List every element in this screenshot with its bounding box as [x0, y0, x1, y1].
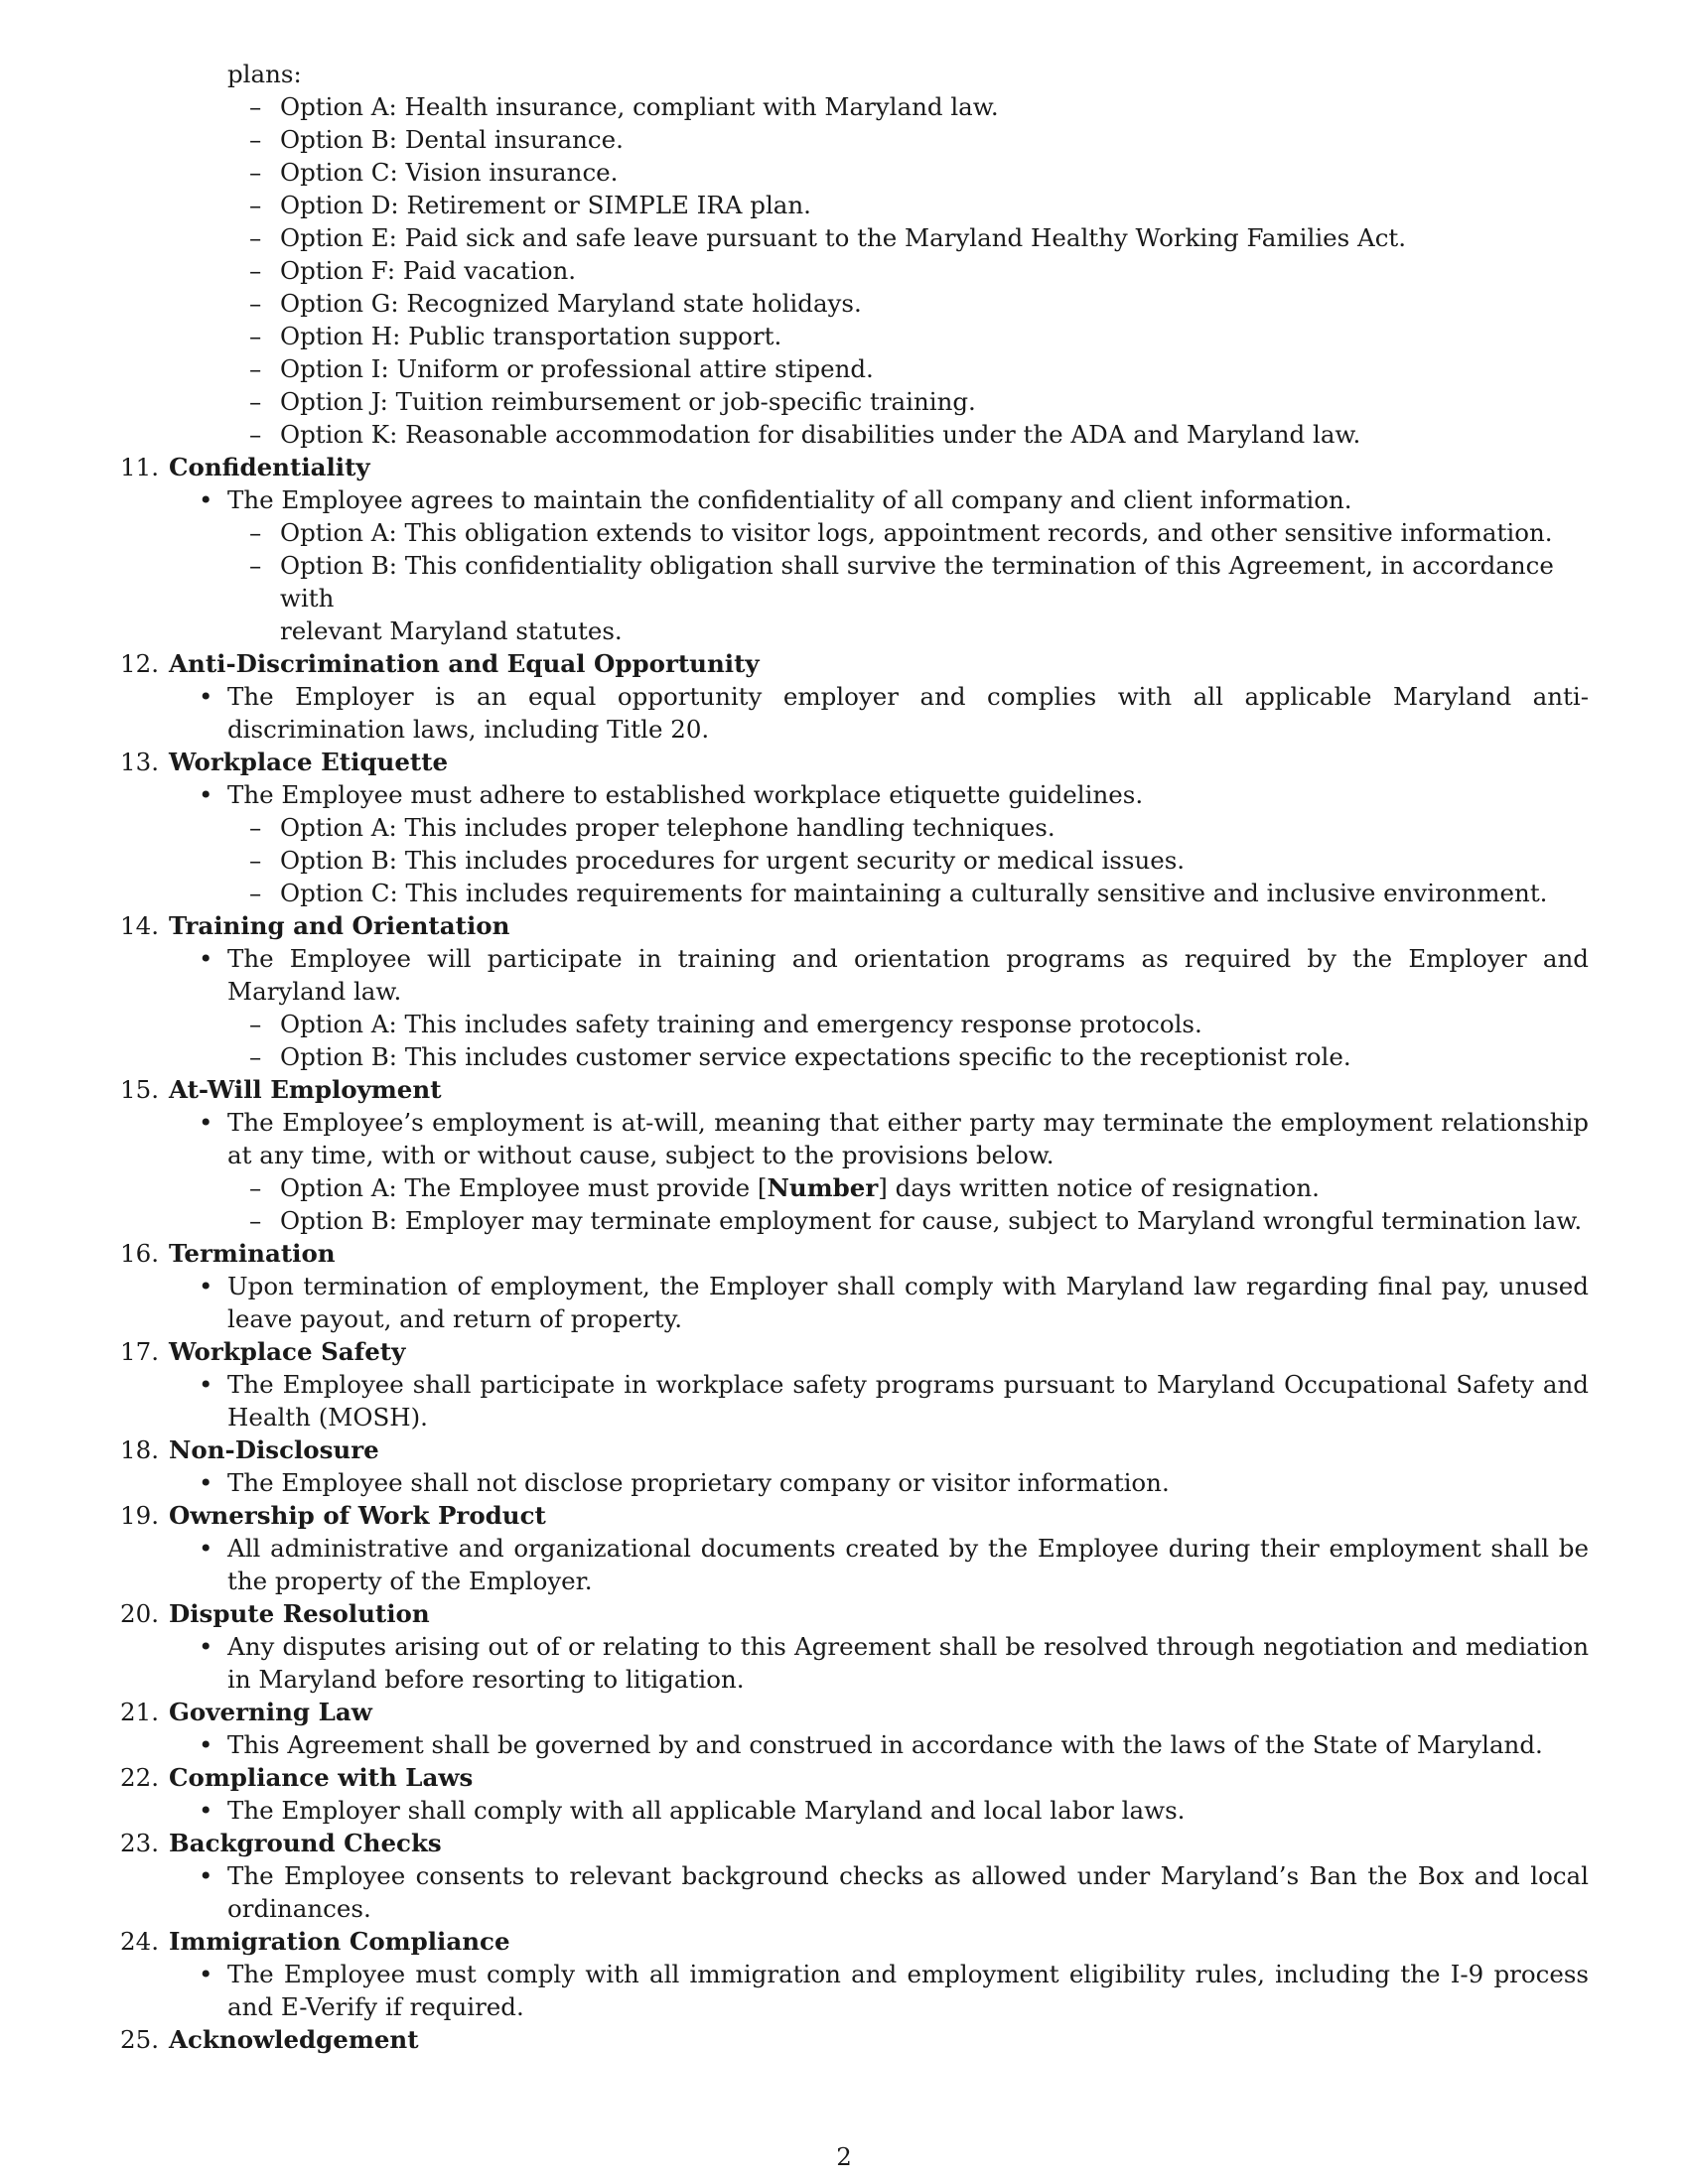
- section-bullet: • The Employee consents to relevant background checks as allowed under Maryland’s Ban the Box and local ordinances.: [199, 1861, 1589, 1923]
- benefit-option: – Option C: Vision insurance.: [249, 158, 619, 187]
- placeholder-number: Number: [767, 1173, 879, 1202]
- document-body: [114, 58, 1589, 2056]
- section-bullet: • The Employer shall comply with all applicable Maryland and local labor laws.: [199, 1796, 1186, 1825]
- section-confidentiality: [114, 451, 1589, 647]
- section-option: – Option B: Employer may terminate employment for cause, subject to Maryland wrongful termination law.: [249, 1206, 1583, 1235]
- section-heading: [114, 1073, 1589, 1106]
- benefit-option: – Option D: Retirement or SIMPLE IRA plan.: [249, 191, 811, 219]
- section-bullet: • This Agreement shall be governed by and construed in accordance with the laws of the State of Maryland.: [199, 1730, 1543, 1759]
- benefit-option: – Option K: Reasonable accommodation for disabilities under the ADA and Maryland law.: [249, 420, 1361, 449]
- section-number: 24.: [120, 1927, 159, 1956]
- section-number: 19.: [120, 1501, 159, 1530]
- section-heading: [114, 1433, 1589, 1466]
- section-bullet: • All administrative and organizational documents created by the Employee during their employment shall be the property of the Employer.: [199, 1534, 1589, 1595]
- section-compliance: [114, 1761, 1589, 1827]
- section-number: 13.: [120, 748, 159, 776]
- benefit-option: – Option J: Tuition reimbursement or job-specific training.: [249, 387, 976, 416]
- section-number: 14.: [120, 911, 159, 940]
- section-option: – Option A: This includes safety training and emergency response protocols.: [249, 1010, 1202, 1038]
- section-option: – Option A: This obligation extends to visitor logs, appointment records, and other sensitive information.: [249, 518, 1553, 547]
- page-number: 2: [836, 2142, 852, 2171]
- section-option: – Option B: This confidentiality obligation shall survive the termination of this Agreement, in accordance with relevant Maryland statutes.: [249, 551, 1554, 645]
- benefit-option: – Option E: Paid sick and safe leave pursuant to the Maryland Healthy Working Families Act.: [249, 223, 1407, 252]
- benefit-option: – Option B: Dental insurance.: [249, 125, 624, 154]
- section-anti-discrimination: [114, 647, 1589, 746]
- section-ownership: [114, 1499, 1589, 1597]
- section-number: 21.: [120, 1698, 159, 1726]
- section-heading: [114, 647, 1589, 680]
- section-bullet: • The Employee will participate in training and orientation programs as required by the Employer and Maryland law.: [199, 944, 1589, 1006]
- section-workplace-safety: [114, 1335, 1589, 1433]
- section-number: 12.: [120, 649, 159, 678]
- section-number: 15.: [120, 1075, 159, 1104]
- section-bullet: • The Employee shall not disclose proprietary company or visitor information.: [199, 1468, 1170, 1497]
- section-number: 17.: [120, 1337, 159, 1366]
- section-title: Background Checks: [169, 1829, 442, 1857]
- benefit-option: – Option H: Public transportation support.: [249, 322, 782, 350]
- section-number: 20.: [120, 1599, 159, 1628]
- section-workplace-etiquette: [114, 746, 1589, 909]
- section-title: Workplace Etiquette: [169, 748, 449, 776]
- section-number: 16.: [120, 1239, 159, 1268]
- section-acknowledgement: [114, 2023, 1589, 2056]
- section-at-will: [114, 1073, 1589, 1237]
- section-title: Termination: [169, 1239, 336, 1268]
- section-bullet: • Upon termination of employment, the Employer shall comply with Maryland law regarding final pay, unused leave payout, and return of property.: [199, 1272, 1589, 1333]
- section-heading: [114, 1597, 1589, 1630]
- section-option: – Option A: The Employee must provide [Number] days written notice of resignation.: [249, 1173, 1320, 1202]
- section-title: Anti-Discrimination and Equal Opportunity: [169, 649, 760, 678]
- section-background-checks: [114, 1827, 1589, 1925]
- section-number: 25.: [120, 2025, 159, 2054]
- section-title: Non-Disclosure: [169, 1435, 379, 1464]
- section-title: At-Will Employment: [169, 1075, 442, 1104]
- section-number: 22.: [120, 1763, 159, 1792]
- section-option: – Option C: This includes requirements for maintaining a culturally sensitive and inclusive environment.: [249, 879, 1548, 907]
- section-heading: [114, 2023, 1589, 2056]
- section-option: – Option B: This includes customer service expectations specific to the receptionist role.: [249, 1042, 1351, 1071]
- continuation-text: plans:: [227, 60, 302, 88]
- section-option: – Option B: This includes procedures for urgent security or medical issues.: [249, 846, 1186, 875]
- section-heading: [114, 1499, 1589, 1532]
- section-bullet: • The Employer is an equal opportunity employer and complies with all applicable Maryland anti-discrimination laws, including Title 20.: [199, 682, 1589, 744]
- section-bullet: • The Employee’s employment is at-will, meaning that either party may terminate the employment relationship at any time, with or without cause, subject to the provisions below.: [199, 1108, 1589, 1169]
- section-governing-law: [114, 1696, 1589, 1761]
- section-title: Acknowledgement: [169, 2025, 419, 2054]
- section-training: [114, 909, 1589, 1073]
- section-title: Governing Law: [169, 1698, 372, 1726]
- section-heading: [114, 1827, 1589, 1859]
- benefit-option: – Option I: Uniform or professional attire stipend.: [249, 354, 874, 383]
- section-number: 23.: [120, 1829, 159, 1857]
- section-title: Ownership of Work Product: [169, 1501, 546, 1530]
- section-heading: [114, 1925, 1589, 1958]
- section-bullet: • The Employee must adhere to established workplace etiquette guidelines.: [199, 780, 1144, 809]
- section-title: Confidentiality: [169, 453, 370, 481]
- section-bullet: • The Employee shall participate in workplace safety programs pursuant to Maryland Occupational Safety and Health (MOSH).: [199, 1370, 1589, 1432]
- section-dispute-resolution: [114, 1597, 1589, 1696]
- section-title: Workplace Safety: [169, 1337, 406, 1366]
- section-heading: [114, 746, 1589, 778]
- section-title: Dispute Resolution: [169, 1599, 430, 1628]
- section-heading: [114, 909, 1589, 942]
- section-termination: [114, 1237, 1589, 1335]
- benefit-option: – Option G: Recognized Maryland state holidays.: [249, 289, 862, 318]
- section-heading: [114, 1696, 1589, 1728]
- benefit-option: – Option F: Paid vacation.: [249, 256, 577, 285]
- section-heading: [114, 1335, 1589, 1368]
- section-bullet: • The Employee must comply with all immigration and employment eligibility rules, including the I-9 process and E-Verify if required.: [199, 1960, 1589, 2021]
- section-non-disclosure: [114, 1433, 1589, 1499]
- section-bullet: • The Employee agrees to maintain the confidentiality of all company and client information.: [199, 485, 1352, 514]
- section-option: – Option A: This includes proper telephone handling techniques.: [249, 813, 1055, 842]
- section-title: Compliance with Laws: [169, 1763, 474, 1792]
- section-heading: [114, 451, 1589, 483]
- section-immigration: [114, 1925, 1589, 2023]
- section-bullet: • Any disputes arising out of or relating to this Agreement shall be resolved through negotiation and mediation in Maryland before resorting to litigation.: [199, 1632, 1589, 1694]
- section-heading: [114, 1237, 1589, 1270]
- section-heading: [114, 1761, 1589, 1794]
- section-number: 18.: [120, 1435, 159, 1464]
- section-title: Immigration Compliance: [169, 1927, 510, 1956]
- section-title: Training and Orientation: [169, 911, 510, 940]
- section-number: 11.: [120, 453, 159, 481]
- benefit-option: – Option A: Health insurance, compliant with Maryland law.: [249, 92, 999, 121]
